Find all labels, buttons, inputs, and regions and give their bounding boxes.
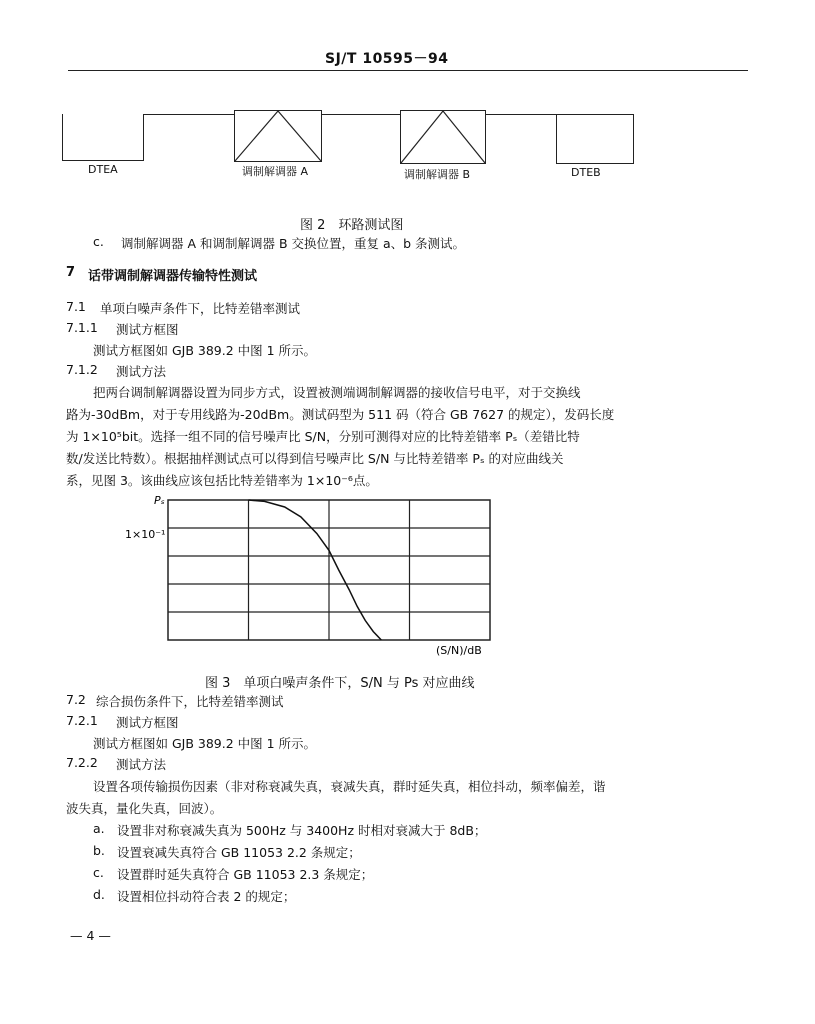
section-7-title: 话带调制解调器传输特性测试 (88, 269, 258, 284)
item-c-text: 调制解调器 A 和调制解调器 B 交换位置，重复 a、b 条测试。 (121, 236, 466, 251)
modem-b-block (400, 110, 486, 164)
dteb-label: DTEB (571, 166, 601, 179)
y-axis-label: Pₛ (154, 494, 165, 507)
section-7-1-1-body: 测试方框图如 GJB 389.2 中图 1 所示。 (93, 343, 317, 358)
fig2-caption: 图 2 环路测试图 (300, 218, 404, 233)
modem-b-label: 调制解调器 B (404, 168, 471, 181)
list-item-marker: c. (93, 865, 104, 880)
section-7-1-title: 单项白噪声条件下，比特差错率测试 (100, 301, 301, 316)
x-axis-label: (S/N)/dB (436, 644, 482, 657)
section-7-2-1-num: 7.2.1 (66, 713, 98, 728)
paragraph-line: 路为-30dBm，对于专用线路为-20dBm。测试码型为 511 码（符合 GB 7627 的规定），发码长度 (66, 407, 615, 422)
header-rule (68, 70, 748, 71)
section-7-1-1-num: 7.1.1 (66, 320, 98, 335)
modem-a-block (234, 110, 322, 162)
list-item-marker: a. (93, 821, 105, 836)
list-item-text: 设置衰减失真符合 GB 11053 2.2 条规定； (117, 845, 361, 860)
section-7-2-num: 7.2 (66, 692, 86, 707)
list-item-marker: d. (93, 887, 105, 902)
section-7-num: 7 (66, 265, 76, 280)
paragraph-line: 系，见图 3。该曲线应该包括比特差错率为 1×10⁻⁶点。 (66, 473, 378, 488)
section-7-1-num: 7.1 (66, 299, 86, 314)
paragraph-line: 把两台调制解调器设置为同步方式，设置被测端调制解调器的接收信号电平，对于交换线 (93, 385, 581, 400)
fig3-chart (110, 490, 510, 660)
page-number: — 4 — (70, 928, 111, 943)
paragraph-line: 数/发送比特数）。根据抽样测试点可以得到信号噪声比 S/N 与比特差错率 Pₛ 的对应曲线关 (66, 451, 564, 466)
section-7-2-title: 综合损伤条件下，比特差错率测试 (96, 694, 284, 709)
section-7-2-1-body: 测试方框图如 GJB 389.2 中图 1 所示。 (93, 736, 317, 751)
section-7-1-2-title: 测试方法 (116, 364, 167, 379)
grid (168, 500, 490, 640)
list-item-text: 设置相位抖动符合表 2 的规定； (117, 889, 296, 904)
section-7-2-2-num: 7.2.2 (66, 755, 98, 770)
section-7-2-2-title: 测试方法 (116, 757, 167, 772)
list-item-text: 设置非对称衰减失真为 500Hz 与 3400Hz 时相对衰减大于 8dB； (117, 823, 487, 838)
list-item-marker: b. (93, 843, 105, 858)
standard-code: SJ/T 10595－94 (325, 51, 449, 67)
section-7-1-2-num: 7.1.2 (66, 362, 98, 377)
item-c-marker: c. (93, 234, 104, 249)
ps-curve (249, 500, 382, 640)
y-tick-label: 1×10⁻¹ (125, 528, 166, 541)
connector-line (62, 114, 632, 115)
dtea-block (62, 114, 144, 161)
dteb-block (556, 114, 634, 164)
fig3-caption: 图 3 单项白噪声条件下，S/N 与 Ps 对应曲线 (205, 676, 475, 691)
paragraph-line: 设置各项传输损伤因素（非对称衰减失真，衰减失真，群时延失真，相位抖动，频率偏差，谐 (93, 779, 606, 794)
dtea-label: DTEA (88, 163, 118, 176)
modem-a-label: 调制解调器 A (242, 165, 309, 178)
list-item-text: 设置群时延失真符合 GB 11053 2.3 条规定； (117, 867, 374, 882)
modem-b-symbol (401, 111, 485, 163)
section-7-2-1-title: 测试方框图 (116, 715, 179, 730)
modem-a-symbol (235, 111, 321, 161)
paragraph-line: 波失真，量化失真，回波）。 (66, 801, 223, 816)
paragraph-line: 为 1×10⁵bit。选择一组不同的信号噪声比 S/N，分别可测得对应的比特差错率 Pₛ（差错比特 (66, 429, 580, 444)
section-7-1-1-title: 测试方框图 (116, 322, 179, 337)
